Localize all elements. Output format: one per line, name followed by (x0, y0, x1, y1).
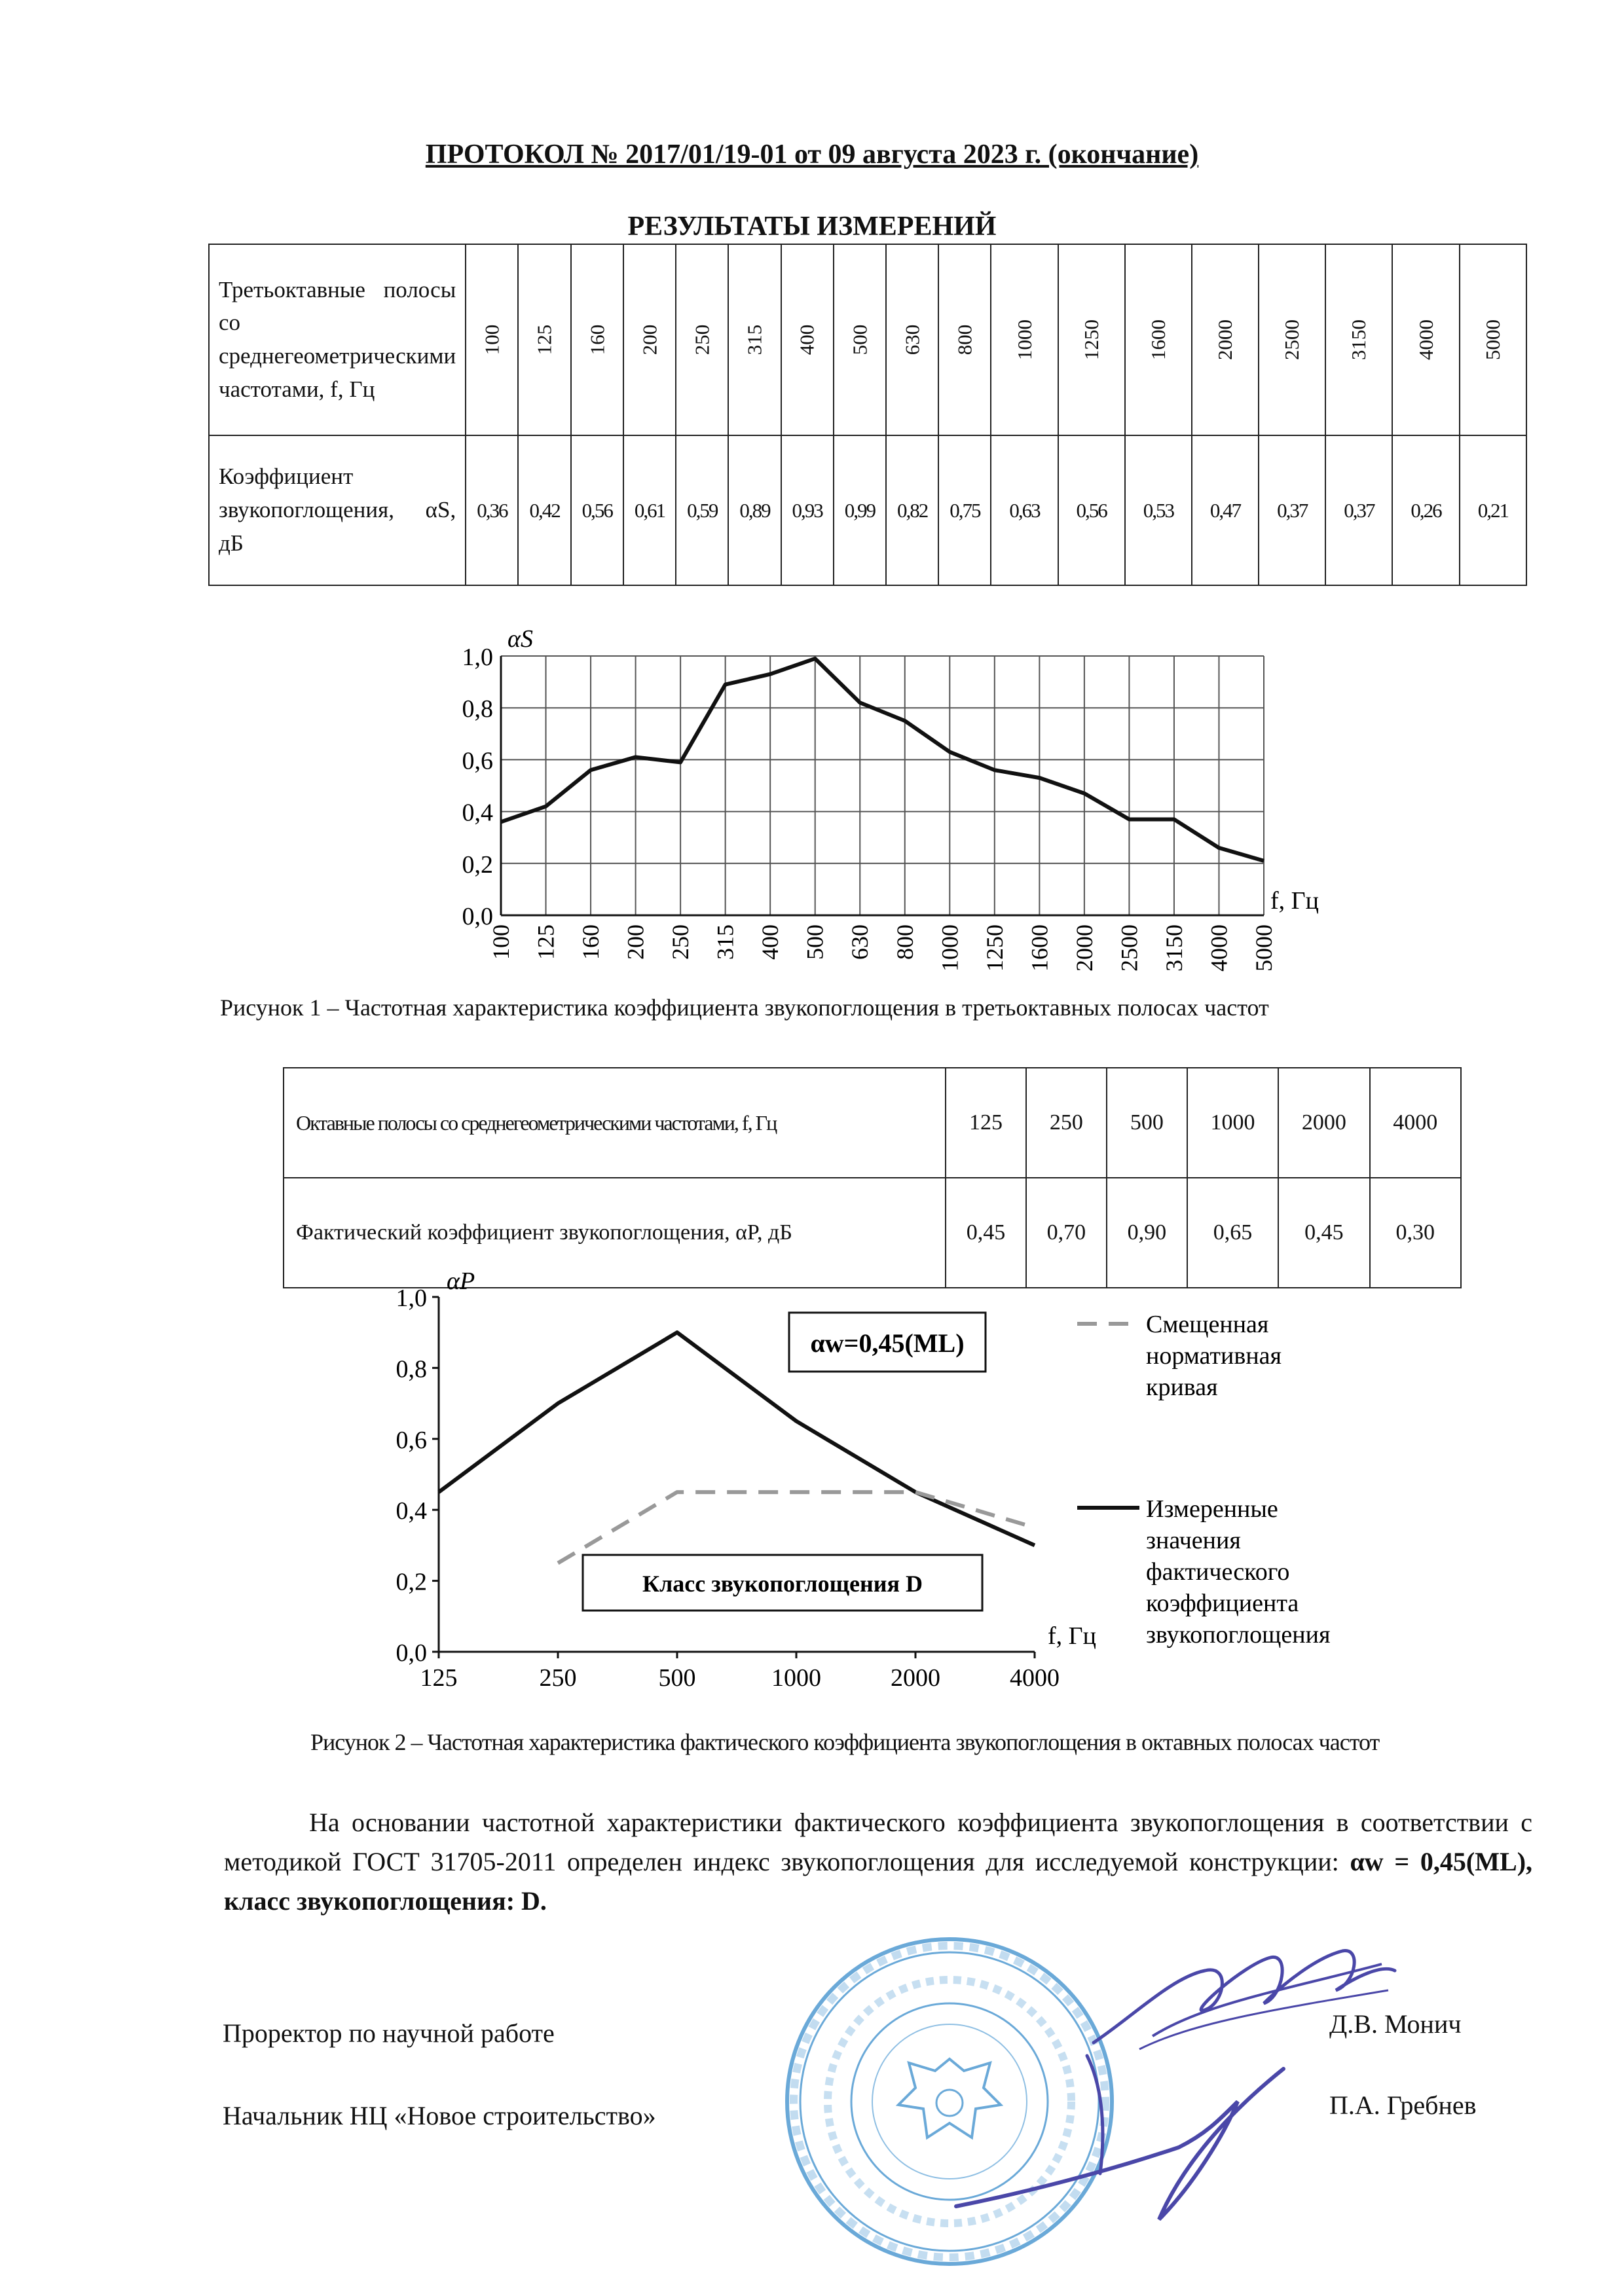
frequency-cell: 125 (518, 244, 570, 435)
frequency-cell: 160 (571, 244, 623, 435)
y-tick-label: 0,8 (462, 695, 493, 723)
frequency-cell: 630 (886, 244, 938, 435)
x-tick-label: 630 (847, 924, 874, 960)
frequency-cell: 3150 (1325, 244, 1392, 435)
y-tick-label: 0,8 (396, 1355, 427, 1383)
x-tick-label: 1000 (936, 924, 963, 972)
signatory-position-2: Начальник НЦ «Новое строительство» (223, 2101, 656, 2130)
frequency-cell: 315 (728, 244, 781, 435)
y-tick-label: 0,4 (462, 799, 493, 827)
results-heading: РЕЗУЛЬТАТЫ ИЗМЕРЕНИЙ (627, 211, 997, 242)
chart-third-octave (419, 615, 1349, 982)
x-axis-label: f, Гц (1270, 887, 1319, 915)
frequency-cell: 5000 (1460, 244, 1526, 435)
x-tick-label: 200 (622, 924, 649, 960)
coefficient-cell: 0,61 (623, 435, 676, 585)
octave-coefficient-cell: 0,65 (1187, 1178, 1278, 1288)
y-tick-label: 0,0 (462, 903, 493, 930)
x-tick-label: 5000 (1251, 924, 1277, 972)
chart-octave (367, 1260, 1454, 1719)
x-tick-label: 2000 (1071, 924, 1098, 972)
coefficient-row-header: Коэффициент звукопоглощения, αS, дБ (209, 435, 466, 585)
x-tick-label: 2000 (891, 1664, 940, 1692)
signatory-name-1: Д.В. Монич (1329, 2009, 1462, 2039)
coefficient-cell: 0,99 (834, 435, 886, 585)
figure-2-caption: Рисунок 2 – Частотная характеристика фактического коэффициента звукопоглощения в октавных полосах частот (310, 1729, 1380, 1755)
octave-frequency-cell: 2000 (1278, 1068, 1369, 1178)
x-tick-label: 125 (420, 1664, 458, 1692)
coefficient-cell: 0,47 (1192, 435, 1259, 585)
x-tick-label: 4000 (1010, 1664, 1060, 1692)
third-octave-table (208, 244, 1527, 586)
frequency-cell: 200 (623, 244, 676, 435)
octave-coefficient-cell: 0,70 (1026, 1178, 1107, 1288)
octave-coefficient-cell: 0,30 (1370, 1178, 1461, 1288)
x-tick-label: 125 (532, 924, 559, 960)
coefficient-cell: 0,37 (1325, 435, 1392, 585)
coefficient-cell: 0,93 (781, 435, 834, 585)
coefficient-cell: 0,59 (676, 435, 728, 585)
frequency-cell: 500 (834, 244, 886, 435)
normative-curve-line (558, 1492, 1035, 1563)
x-tick-label: 4000 (1206, 924, 1232, 972)
y-axis-label: αP (447, 1267, 475, 1295)
y-tick-label: 1,0 (462, 644, 493, 671)
class-annotation: Класс звукопоглощения D (642, 1571, 923, 1597)
frequency-row (209, 244, 1526, 435)
x-tick-label: 400 (757, 924, 784, 960)
x-tick-label: 315 (712, 924, 739, 960)
x-tick-label: 2500 (1116, 924, 1143, 972)
x-tick-label: 800 (891, 924, 918, 960)
octave-coefficient-cell: 0,90 (1107, 1178, 1187, 1288)
coefficient-cell: 0,56 (571, 435, 623, 585)
signature-2 (943, 2043, 1310, 2239)
octave-frequency-row-header: Октавные полосы со среднегеометрическими частотами, f, Гц (284, 1068, 946, 1178)
y-axis-label: αS (507, 625, 533, 653)
x-tick-label: 1250 (981, 924, 1008, 972)
y-tick-label: 0,0 (396, 1639, 427, 1667)
coefficient-row (209, 435, 1526, 585)
document-title: ПРОТОКОЛ № 2017/01/19-01 от 09 августа 2023 г. (окончание) (425, 139, 1199, 170)
y-tick-label: 0,4 (396, 1497, 427, 1525)
signatory-position-1: Проректор по научной работе (223, 2018, 555, 2048)
coefficient-cell: 0,36 (466, 435, 518, 585)
x-tick-label: 500 (658, 1664, 696, 1692)
frequency-row-header: Третьоктавные полосы со среднегеометрическими частотами, f, Гц (209, 244, 466, 435)
octave-table (283, 1067, 1462, 1288)
x-tick-label: 250 (667, 924, 694, 960)
coefficient-cell: 0,63 (991, 435, 1058, 585)
legend-label-normative: Смещенная нормативная кривая (1146, 1311, 1282, 1401)
y-tick-label: 1,0 (396, 1285, 427, 1312)
coefficient-cell: 0,53 (1125, 435, 1192, 585)
frequency-cell: 4000 (1392, 244, 1459, 435)
legend-label-measured: Измеренные значения фактического коэффициента звукопоглощения (1146, 1495, 1331, 1649)
frequency-cell: 100 (466, 244, 518, 435)
y-tick-label: 0,2 (396, 1568, 427, 1596)
frequency-cell: 1000 (991, 244, 1058, 435)
conclusion-text: На основании частотной характеристики фактического коэффициента звукопоглощения в соответствии с методикой ГОСТ 31705-2011 определен индекс звукопоглощения для исследуемой конструкции: (224, 1808, 1532, 1876)
signatory-name-2: П.А. Гребнев (1329, 2090, 1477, 2120)
x-tick-label: 3150 (1160, 924, 1187, 972)
x-tick-label: 160 (578, 924, 604, 960)
octave-frequency-cell: 4000 (1370, 1068, 1461, 1178)
octave-frequency-cell: 250 (1026, 1068, 1107, 1178)
octave-coefficient-row-header: Фактический коэффициент звукопоглощения, αP, дБ (284, 1178, 946, 1288)
coefficient-cell: 0,21 (1460, 435, 1526, 585)
figure-1-caption: Рисунок 1 – Частотная характеристика коэффициента звукопоглощения в третьоктавных полосах частот (220, 994, 1269, 1021)
index-annotation: αw=0,45(ML) (810, 1328, 965, 1358)
frequency-cell: 1600 (1125, 244, 1192, 435)
y-tick-label: 0,6 (462, 747, 493, 775)
coefficient-cell: 0,89 (728, 435, 781, 585)
x-tick-label: 500 (802, 924, 828, 960)
frequency-cell: 1250 (1058, 244, 1125, 435)
coefficient-cell: 0,26 (1392, 435, 1459, 585)
coefficient-cell: 0,37 (1259, 435, 1325, 585)
frequency-cell: 2500 (1259, 244, 1325, 435)
octave-frequency-cell: 125 (946, 1068, 1026, 1178)
y-tick-label: 0,6 (396, 1426, 427, 1454)
frequency-cell: 2000 (1192, 244, 1259, 435)
x-tick-label: 1600 (1026, 924, 1053, 972)
coefficient-cell: 0,82 (886, 435, 938, 585)
octave-coefficient-cell: 0,45 (946, 1178, 1026, 1288)
octave-frequency-cell: 500 (1107, 1068, 1187, 1178)
x-axis-label: f, Гц (1048, 1622, 1096, 1650)
coefficient-cell: 0,56 (1058, 435, 1125, 585)
y-tick-label: 0,2 (462, 850, 493, 879)
x-tick-label: 250 (539, 1664, 577, 1692)
octave-frequency-cell: 1000 (1187, 1068, 1278, 1178)
octave-coefficient-cell: 0,45 (1278, 1178, 1369, 1288)
frequency-cell: 800 (938, 244, 991, 435)
octave-frequency-row (284, 1068, 1461, 1178)
frequency-cell: 250 (676, 244, 728, 435)
x-tick-label: 1000 (771, 1664, 821, 1692)
coefficient-cell: 0,42 (518, 435, 570, 585)
conclusion-paragraph (224, 1803, 1532, 1921)
frequency-cell: 400 (781, 244, 834, 435)
coefficient-cell: 0,75 (938, 435, 991, 585)
x-tick-label: 100 (488, 924, 514, 960)
conclusion-result: αw = 0,45(ML), класс звукопоглощения: D. (224, 1847, 1533, 1916)
